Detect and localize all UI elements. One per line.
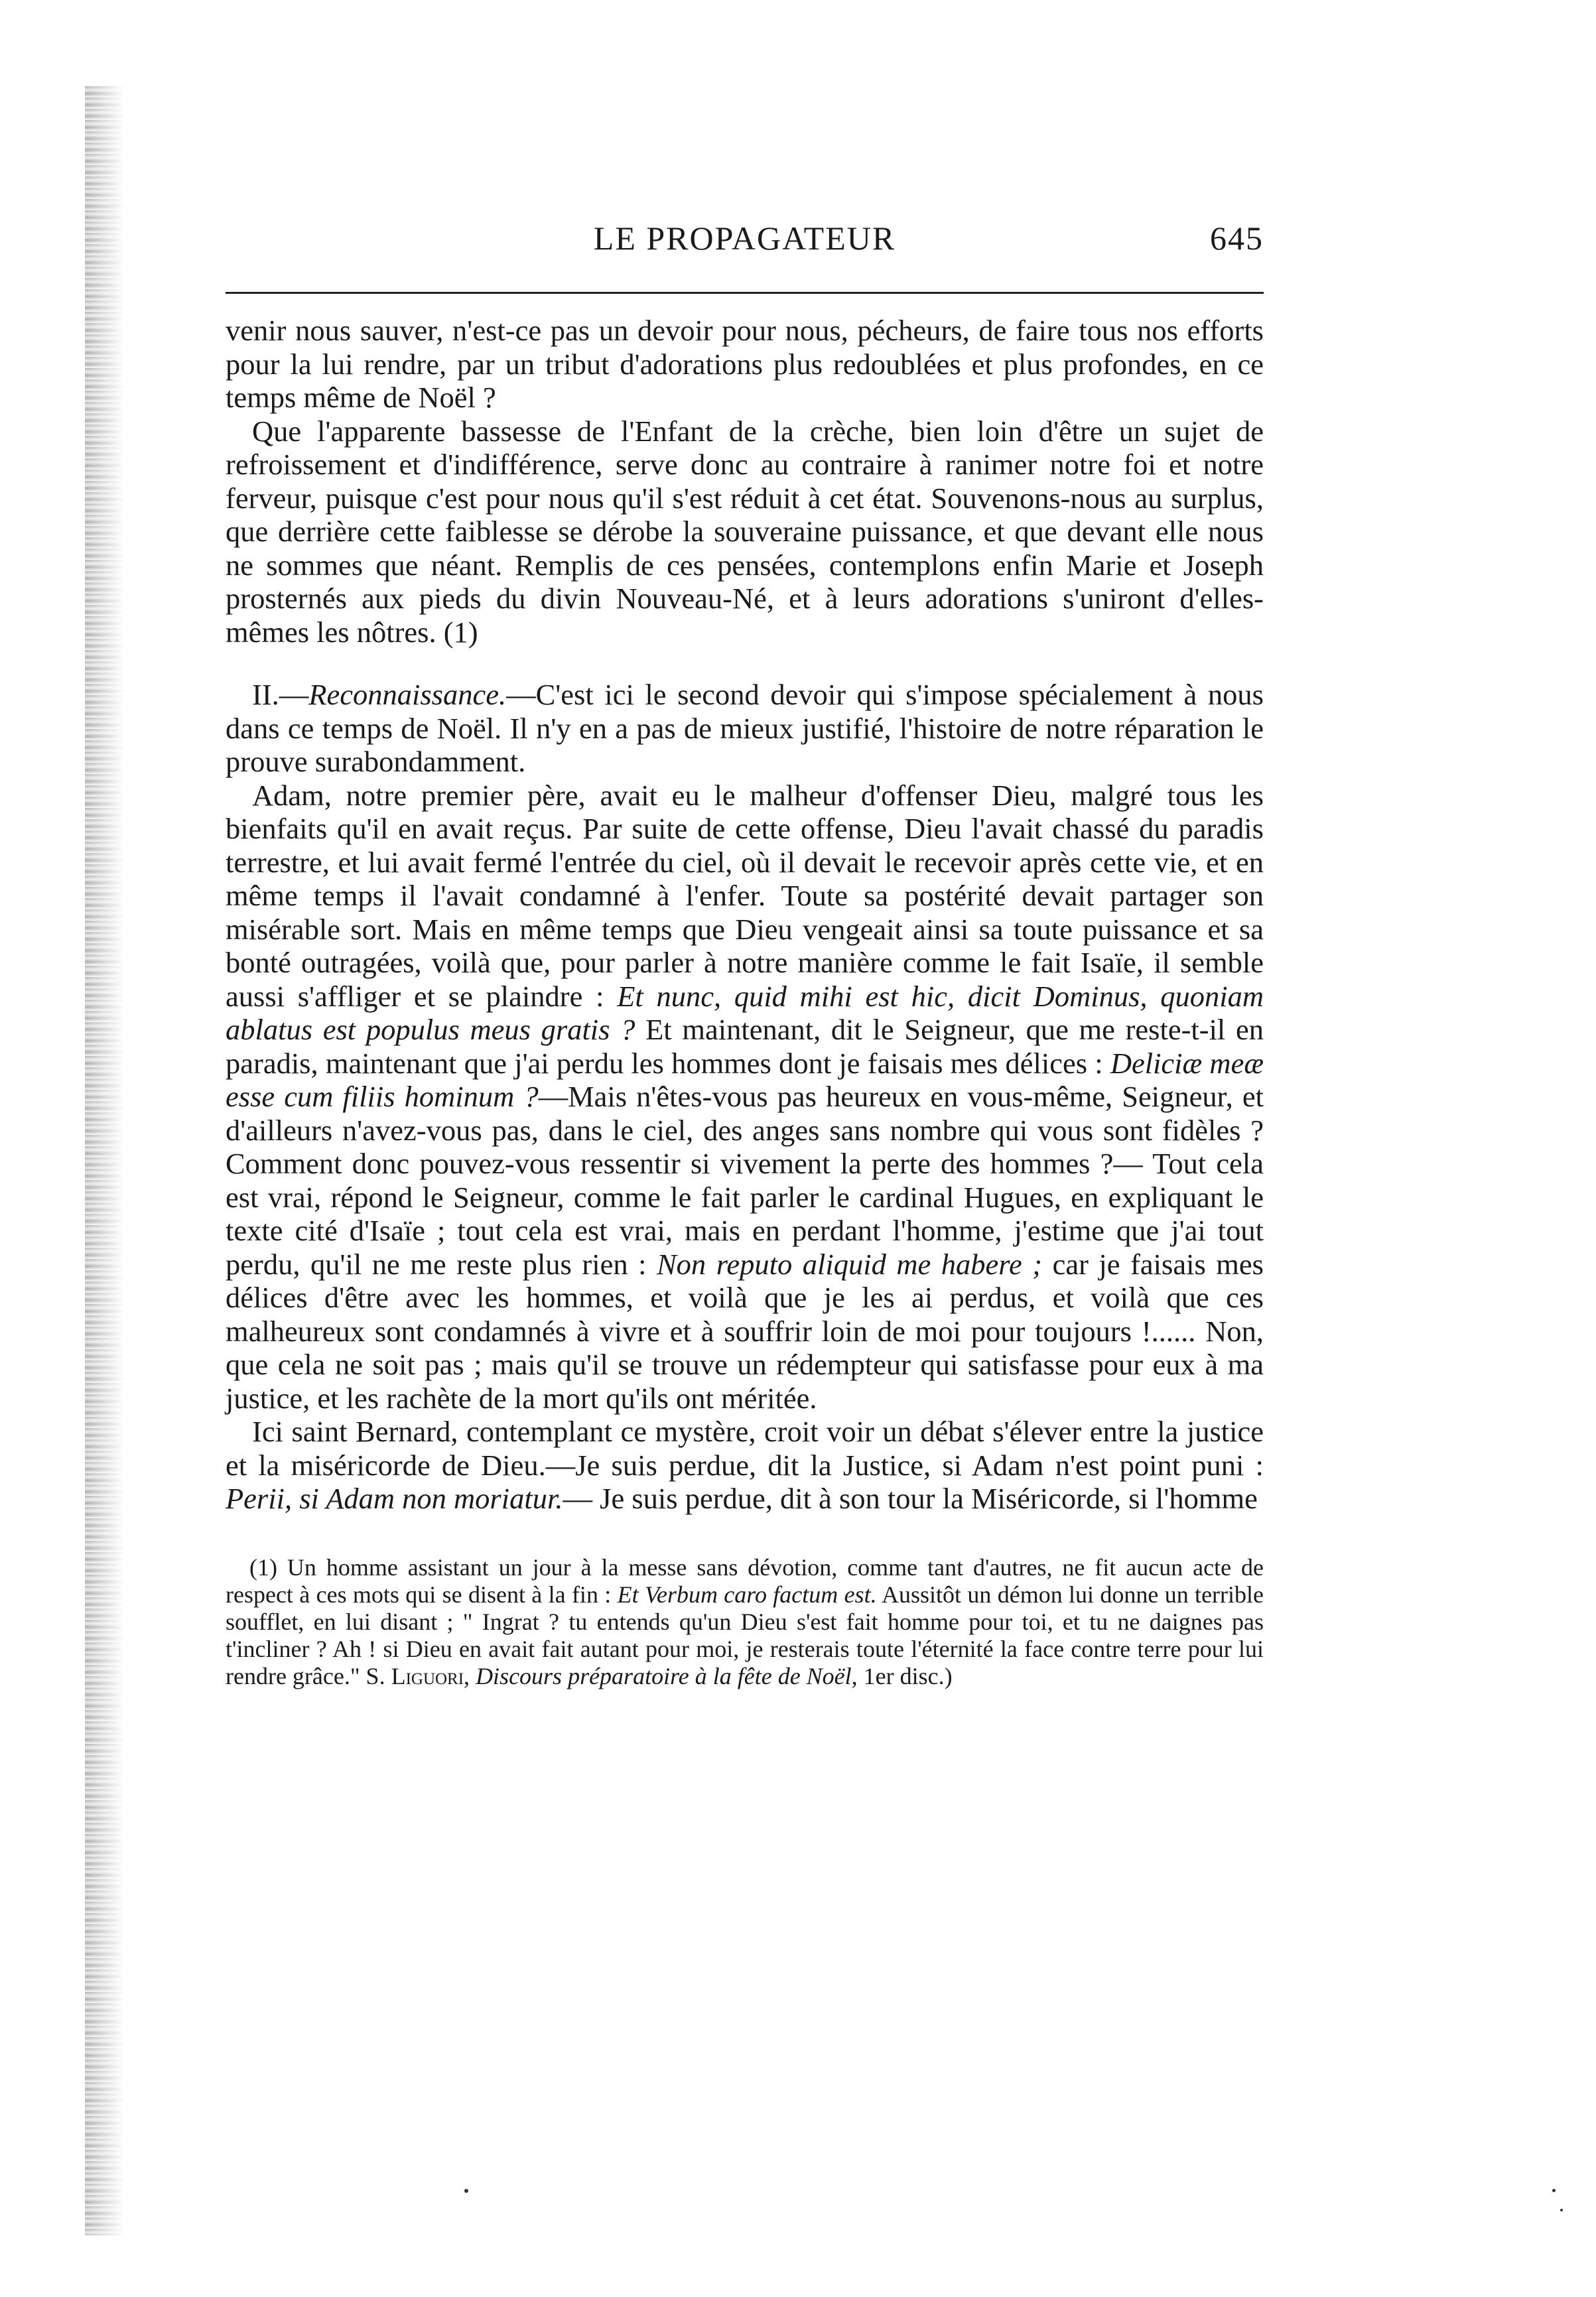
text-run: 1er disc.)	[857, 1662, 953, 1689]
text-run: (1) Un homme assistant un jour à la messe sans dévotion, comme tant d'autres, ne fit aucun acte de respect à ces mots qui se disent à la fin :	[226, 1553, 1264, 1608]
italic-text: Reconnaissance.	[308, 678, 507, 711]
footnote-text	[226, 1554, 1264, 1690]
italic-text: Discours préparatoire à la fête de Noël,	[476, 1662, 858, 1689]
paragraph-2	[226, 415, 1264, 649]
italic-text: Non reputo aliquid me habere ;	[657, 1247, 1043, 1281]
page-number: 645	[1210, 220, 1264, 257]
italic-text: Et Verbum caro factum est.	[617, 1581, 877, 1608]
running-title: LE PROPAGATEUR	[593, 220, 896, 257]
italic-text: Perii, si Adam non moriatur.	[226, 1482, 563, 1515]
text-run	[470, 1663, 476, 1689]
body-text	[226, 314, 1264, 1516]
paragraph-1	[226, 314, 1264, 415]
text-run: — Je suis perdue, dit à son tour la Miséricorde, si l'homme	[563, 1482, 1258, 1515]
paragraph-saint-bernard	[226, 1415, 1264, 1516]
italic-text: Deliciæ meæ esse cum filiis hominum ?	[226, 1046, 1264, 1113]
print-speck	[1560, 2209, 1563, 2211]
binding-edge-shadow	[85, 86, 125, 2235]
text-run: Adam, notre premier père, avait eu le malheur d'offenser Dieu, malgré tous les bienfaits qu'il en avait reçus. Par suite de cette offense, Dieu l'avait chassé du paradis terrestre, et lui avait fermé l'entrée du ciel, où il devait le recevoir après cette vie, et en même temps il l'avait condamné à l'enfer. Toute sa postérité devait partager son misérable sort. Mais en même temps que Dieu vengeait ainsi sa toute puissance et sa bonté outragées, voilà que, pour parler à notre manière comme le fait Isaïe, il semble aussi s'affliger et se plaindre :	[226, 778, 1264, 1013]
small-caps-text: Liguori,	[391, 1662, 470, 1689]
footnote	[226, 1554, 1264, 1690]
book-page	[226, 219, 1264, 1690]
text-run: venir nous sauver, n'est-ce pas un devoir pour nous, pécheurs, de faire tous nos efforts pour la lui rendre, par un tribut d'adorations plus redoublées et plus profondes, en ce temps même de Noël ?	[226, 314, 1264, 414]
header-rule	[226, 292, 1264, 294]
text-run: II.—	[252, 678, 309, 711]
paragraph-section-ii	[226, 678, 1264, 779]
print-speck	[464, 2189, 468, 2193]
text-run: —C'est ici le second devoir qui s'impose spécialement à nous dans ce temps de Noël. Il n'y en a pas de mieux justifié, l'histoire de notre réparation le prouve surabondamment.	[226, 678, 1264, 778]
print-speck	[1552, 2189, 1556, 2192]
text-run: Aussitôt un démon lui donne un terrible soufflet, en lui disant ; " Ingrat ? tu entends qu'un Dieu s'est fait homme pour toi, et tu ne daignes pas t'incliner ? Ah ! si Dieu en avait fait autant pour moi, je resterais toute l'éternité la face contre terre pour lui rendre grâce." S.	[226, 1581, 1264, 1689]
text-run: Ici saint Bernard, contemplant ce mystère, croit voir un débat s'élever entre la justice et la miséricorde de Dieu.—Je suis perdue, dit la Justice, si Adam n'est point puni :	[226, 1415, 1264, 1482]
running-head	[226, 219, 1264, 265]
text-run: Que l'apparente bassesse de l'Enfant de la crèche, bien loin d'être un sujet de refroissement et d'indifférence, serve donc au contraire à ranimer notre foi et notre ferveur, puisque c'est pour nous qu'il s'est réduit à cet état. Souvenons-nous au surplus, que derrière cette faiblesse se dérobe la souveraine puissance, et que devant elle nous ne sommes que néant. Remplis de ces pensées, contemplons enfin Marie et Joseph prosternés aux pieds du divin Nouveau-Né, et à leurs adorations s'uniront d'elles-mêmes les nôtres. (1)	[226, 414, 1264, 649]
italic-text: Et nunc, quid mihi est hic, dicit Dominus, quoniam ablatus est populus meus gratis ?	[226, 979, 1264, 1046]
text-run: car je faisais mes délices d'être avec les hommes, et voilà que je les ai perdus, et voilà que ces malheureux sont condamnés à vivre et à souffrir loin de moi pour toujours !...... Non, que cela ne soit pas ; mais qu'il se trouve un rédempteur qui satisfasse pour eux à ma justice, et les rachète de la mort qu'ils ont méritée.	[226, 1247, 1264, 1415]
paragraph-adam	[226, 779, 1264, 1415]
text-run: —Mais n'êtes-vous pas heureux en vous-même, Seigneur, et d'ailleurs n'avez-vous pas, dans le ciel, des anges sans nombre qui vous sont fidèles ? Comment donc pouvez-vous ressentir si vivement la perte des hommes ?— Tout cela est vrai, répond le Seigneur, comme le fait parler le cardinal Hugues, en expliquant le texte cité d'Isaïe ; tout cela est vrai, mais en perdant l'homme, j'estime que j'ai tout perdu, qu'il ne me reste plus rien :	[226, 1080, 1264, 1281]
text-run: Et maintenant, dit le Seigneur, que me reste-t-il en paradis, maintenant que j'ai perdu les hommes dont je faisais mes délices :	[226, 1013, 1264, 1080]
